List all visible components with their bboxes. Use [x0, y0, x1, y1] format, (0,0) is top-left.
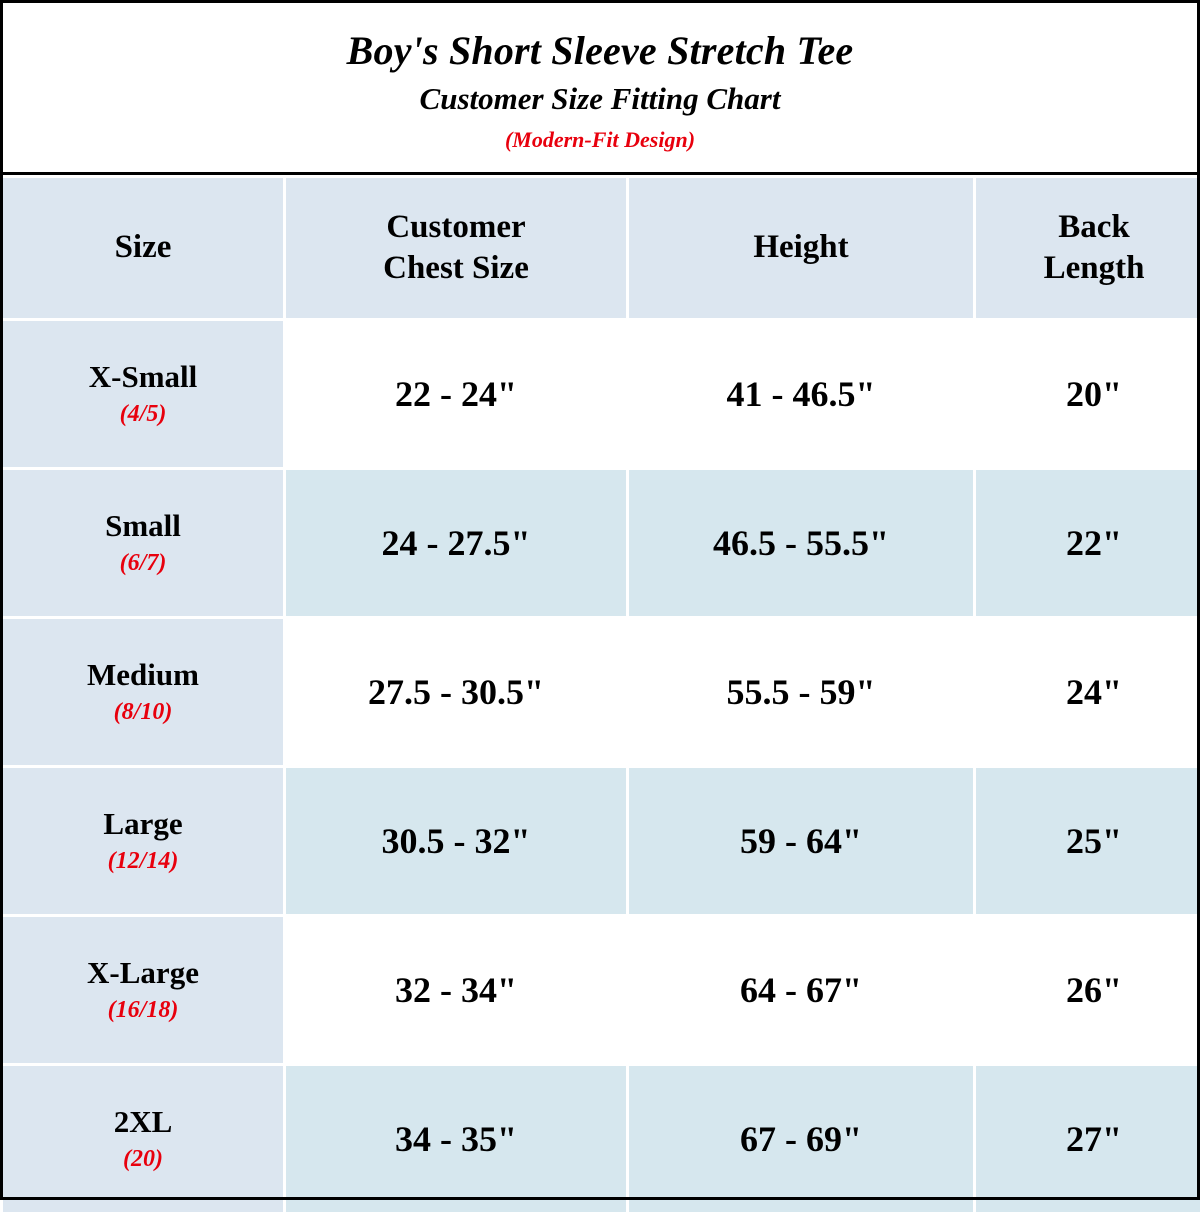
table-row [2, 320, 1200, 469]
size-label: Small [3, 508, 283, 544]
page-title: Boy's Short Sleeve Stretch Tee [347, 28, 854, 74]
size-chart-table [0, 175, 1200, 1215]
size-age-label: (4/5) [3, 401, 283, 429]
cell-chest: 30.5 - 32" [285, 767, 628, 916]
cell-height: 46.5 - 55.5" [628, 469, 975, 618]
column-header-chest-line2: Chest Size [383, 250, 529, 286]
size-age-label: (8/10) [3, 699, 283, 727]
size-label: X-Large [3, 955, 283, 991]
cell-height: 59 - 64" [628, 767, 975, 916]
size-label: X-Small [3, 359, 283, 395]
cell-back-length: 20" [975, 320, 1200, 469]
table-body [2, 320, 1200, 1214]
table-row [2, 767, 1200, 916]
table-header [2, 177, 1200, 320]
page-subtitle: Customer Size Fitting Chart [420, 80, 781, 117]
cell-height: 67 - 69" [628, 1065, 975, 1214]
cell-size [2, 469, 285, 618]
size-age-label: (12/14) [3, 848, 283, 876]
table-header-row [2, 177, 1200, 320]
table-row [2, 469, 1200, 618]
column-header-back-length [975, 177, 1200, 320]
column-header-chest [285, 177, 628, 320]
cell-chest: 34 - 35" [285, 1065, 628, 1214]
cell-size [2, 1065, 285, 1214]
size-age-label: (20) [3, 1146, 283, 1174]
table-row [2, 1065, 1200, 1214]
column-header-height: Height [628, 177, 975, 320]
column-header-chest-line1: Customer [386, 209, 525, 245]
cell-back-length: 24" [975, 618, 1200, 767]
table-row [2, 916, 1200, 1065]
size-label: Medium [3, 657, 283, 693]
cell-back-length: 25" [975, 767, 1200, 916]
cell-back-length: 22" [975, 469, 1200, 618]
cell-size [2, 320, 285, 469]
cell-height: 41 - 46.5" [628, 320, 975, 469]
cell-size [2, 618, 285, 767]
size-label: 2XL [3, 1104, 283, 1140]
cell-size [2, 767, 285, 916]
size-age-label: (6/7) [3, 550, 283, 578]
cell-chest: 32 - 34" [285, 916, 628, 1065]
column-header-back-line1: Back [1058, 209, 1130, 245]
cell-back-length: 26" [975, 916, 1200, 1065]
column-header-back-line2: Length [1044, 250, 1145, 286]
cell-height: 55.5 - 59" [628, 618, 975, 767]
cell-size [2, 916, 285, 1065]
column-header-size: Size [2, 177, 285, 320]
size-age-label: (16/18) [3, 997, 283, 1025]
cell-chest: 24 - 27.5" [285, 469, 628, 618]
size-label: Large [3, 806, 283, 842]
table-row [2, 618, 1200, 767]
chart-header [0, 0, 1200, 172]
cell-height: 64 - 67" [628, 916, 975, 1065]
cell-chest: 27.5 - 30.5" [285, 618, 628, 767]
cell-back-length: 27" [975, 1065, 1200, 1214]
fit-note: (Modern-Fit Design) [505, 127, 695, 153]
cell-chest: 22 - 24" [285, 320, 628, 469]
